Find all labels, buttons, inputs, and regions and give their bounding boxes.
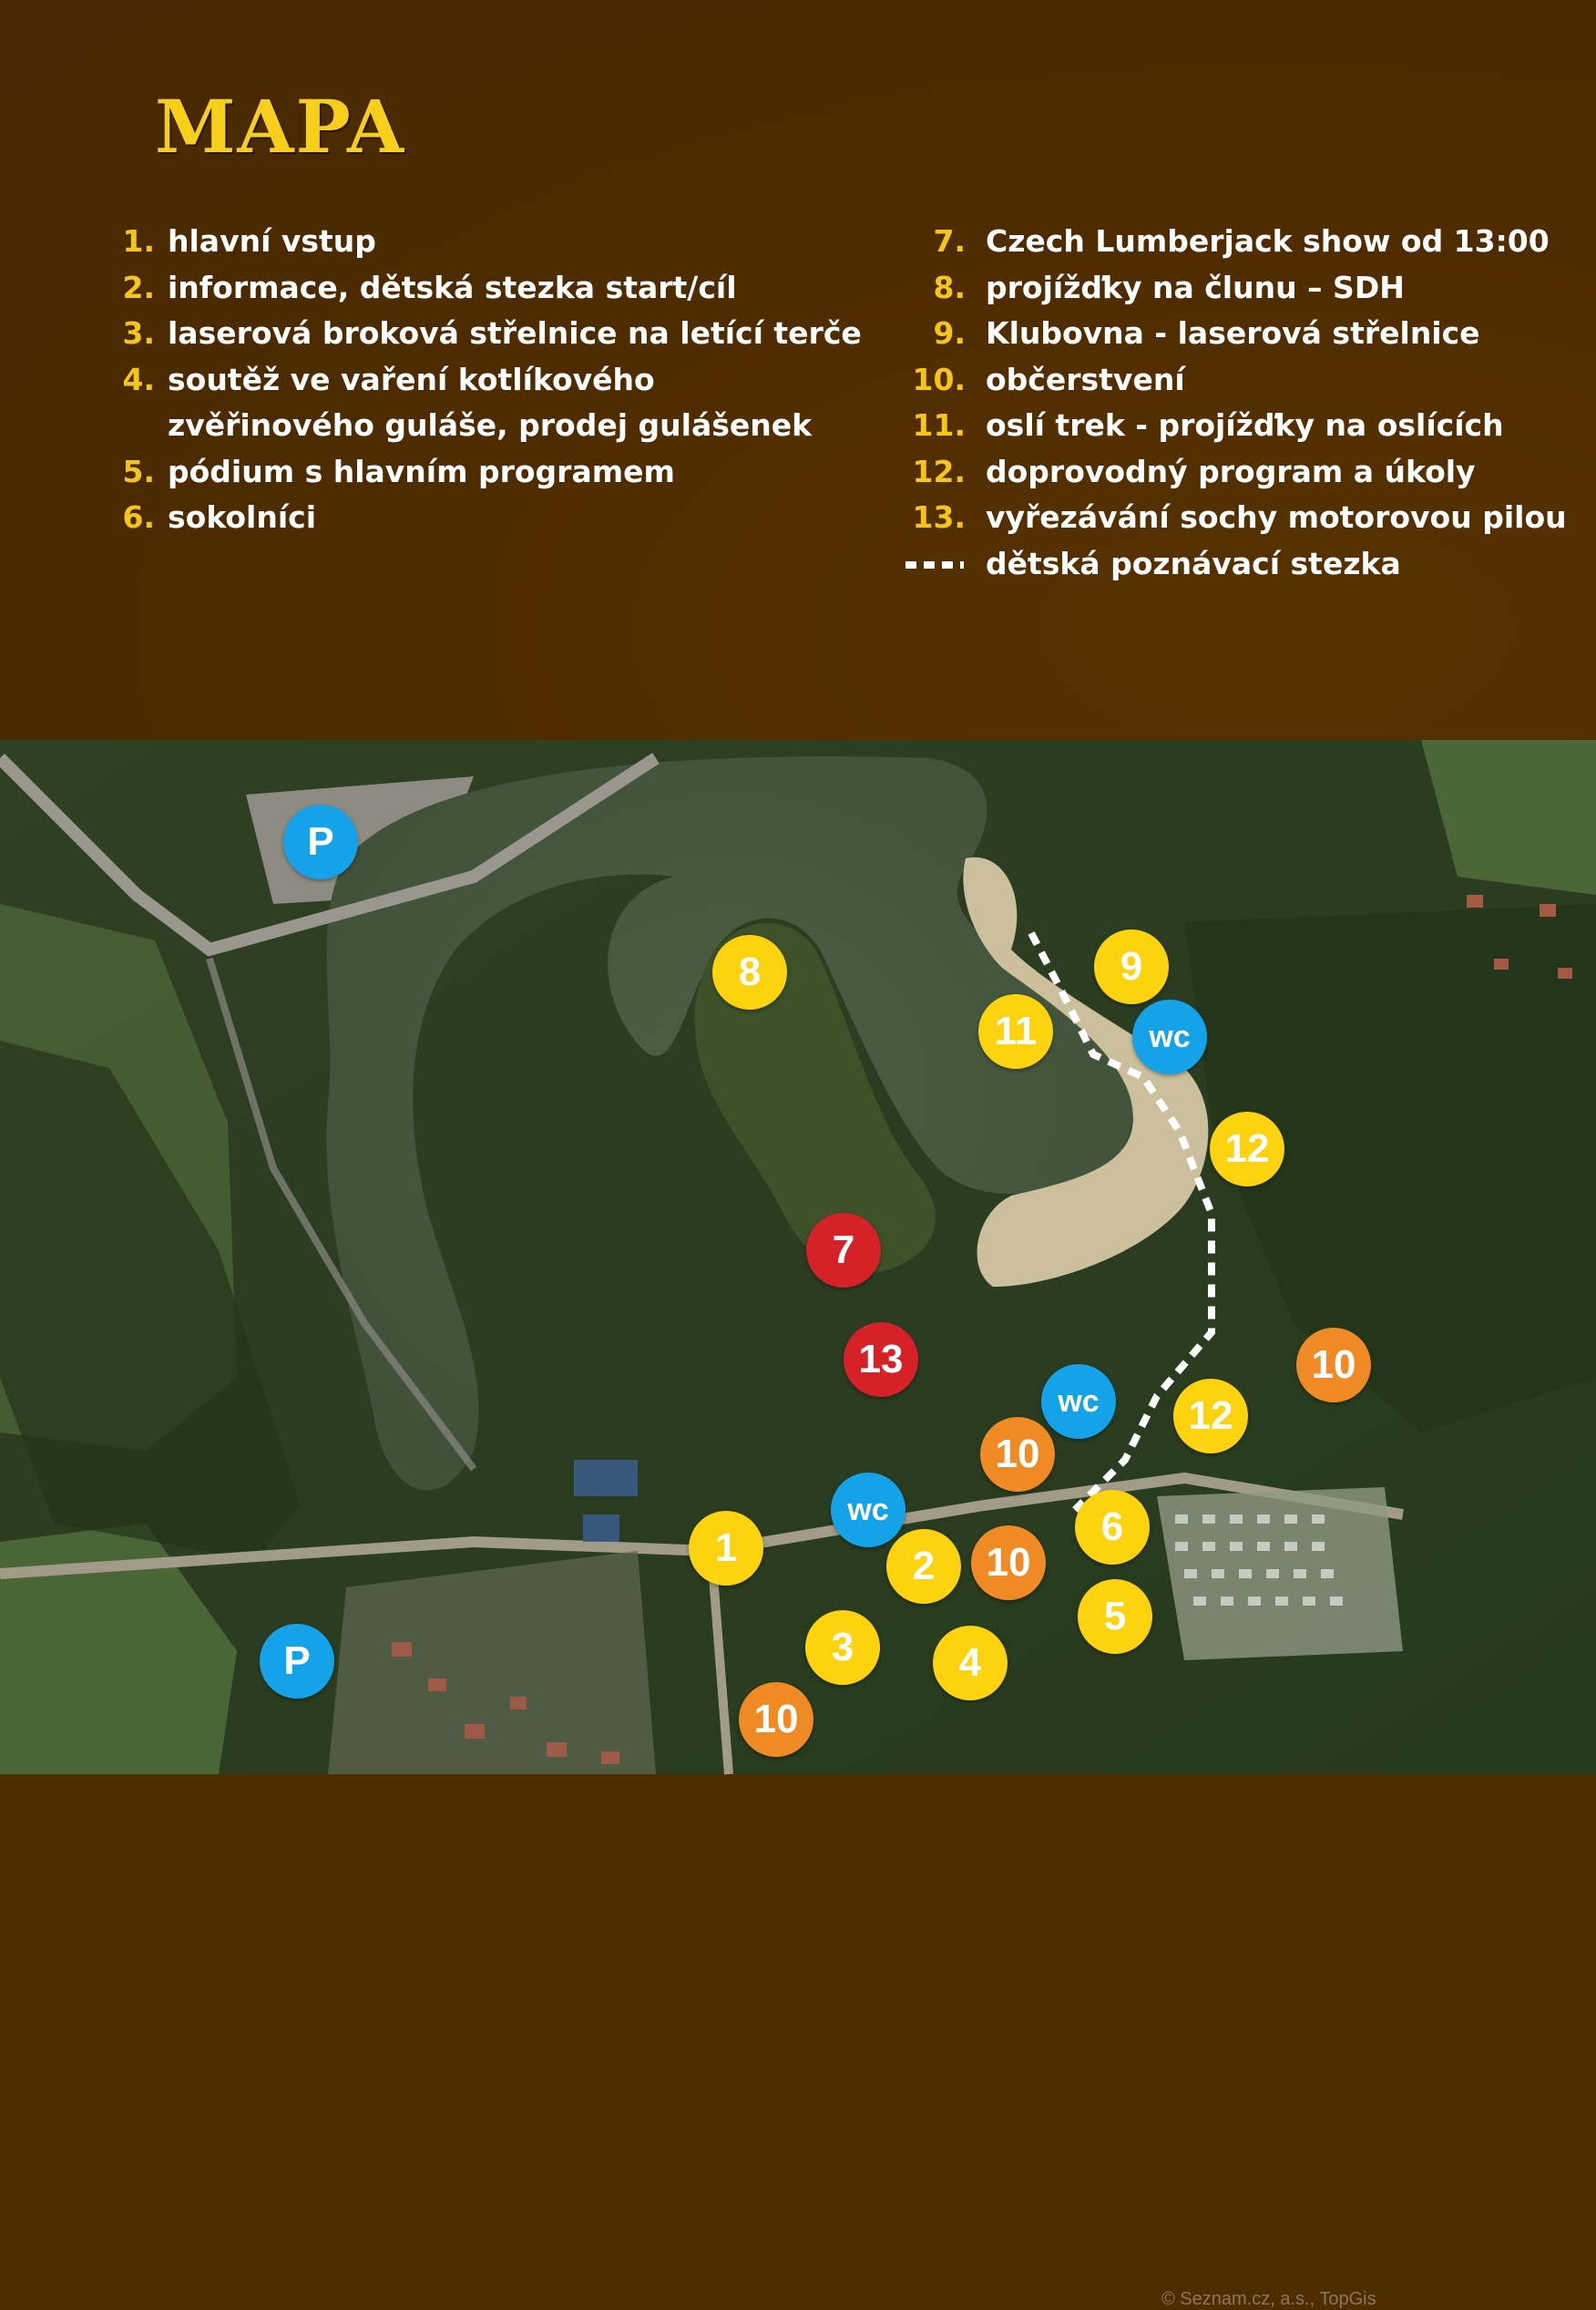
- legend-number: 6.: [122, 499, 155, 535]
- marker-goulash-contest[interactable]: 4: [933, 1626, 1008, 1700]
- legend-number: 10.: [912, 361, 966, 397]
- marker-parking[interactable]: P: [283, 805, 358, 879]
- legend-text: informace, dětská stezka start/cíl: [168, 269, 737, 305]
- marker-falconers[interactable]: 6: [1075, 1490, 1150, 1565]
- legend-text: Czech Lumberjack show od 13:00: [986, 223, 1550, 259]
- marker-refreshments[interactable]: 10: [971, 1525, 1046, 1600]
- legend-text: zvěřinového guláše, prodej gulášenek: [168, 407, 813, 443]
- legend-text: občerstvení: [986, 361, 1185, 397]
- legend-text: sokolníci: [168, 499, 317, 535]
- dashed-trail-swatch-icon: [905, 561, 964, 569]
- marker-chainsaw-carving[interactable]: 13: [844, 1322, 918, 1397]
- marker-lumberjack-show[interactable]: 7: [806, 1213, 881, 1288]
- marker-shooting-range[interactable]: 3: [805, 1610, 880, 1685]
- legend-number: 5.: [122, 453, 155, 489]
- marker-boat-rides[interactable]: 8: [712, 935, 787, 1010]
- map-attribution: © Seznam.cz, a.s., TopGis: [1161, 2289, 1376, 2309]
- marker-refreshments[interactable]: 10: [739, 1682, 813, 1757]
- legend-number: 2.: [122, 269, 155, 305]
- legend-number: 13.: [912, 499, 966, 535]
- satellite-image: [0, 740, 1596, 1774]
- legend-text: vyřezávání sochy motorovou pilou: [986, 499, 1567, 535]
- header-panel: [0, 0, 1596, 740]
- legend-number: 3.: [122, 315, 155, 351]
- legend-text: pódium s hlavním programem: [168, 453, 675, 489]
- legend-text: soutěž ve vaření kotlíkového: [168, 361, 655, 397]
- legend-number: 7.: [933, 223, 966, 259]
- legend-number: 11.: [912, 407, 966, 443]
- marker-clubhouse[interactable]: 9: [1094, 929, 1169, 1004]
- legend-text: Klubovna - laserová střelnice: [986, 315, 1480, 351]
- legend-text: oslí trek - projížďky na oslících: [986, 407, 1504, 443]
- legend-number: 4.: [122, 361, 155, 397]
- legend-text: dětská poznávací stezka: [986, 545, 1401, 581]
- legend-number: 1.: [122, 223, 155, 259]
- page-title: MAPA: [155, 84, 406, 169]
- legend-number: 12.: [912, 453, 966, 489]
- marker-main-entrance[interactable]: 1: [689, 1511, 763, 1586]
- marker-toilet[interactable]: wc: [831, 1473, 905, 1547]
- marker-donkey-trek[interactable]: 11: [978, 994, 1053, 1069]
- legend-number: 8.: [933, 269, 966, 305]
- marker-toilet[interactable]: wc: [1041, 1364, 1116, 1439]
- legend-number: 9.: [933, 315, 966, 351]
- marker-refreshments[interactable]: 10: [1296, 1328, 1371, 1402]
- legend-text: hlavní vstup: [168, 223, 376, 259]
- legend-text: projížďky na člunu – SDH: [986, 269, 1405, 305]
- marker-information[interactable]: 2: [886, 1529, 961, 1604]
- marker-stage[interactable]: 5: [1078, 1579, 1152, 1654]
- legend-text: laserová broková střelnice na letící terče: [168, 315, 862, 351]
- marker-program[interactable]: 12: [1210, 1112, 1284, 1186]
- legend-text: doprovodný program a úkoly: [986, 453, 1476, 489]
- marker-program[interactable]: 12: [1173, 1379, 1248, 1453]
- marker-toilet[interactable]: wc: [1132, 1000, 1207, 1074]
- marker-refreshments[interactable]: 10: [980, 1417, 1055, 1492]
- marker-parking[interactable]: P: [260, 1624, 334, 1699]
- aerial-map[interactable]: [0, 740, 1596, 2309]
